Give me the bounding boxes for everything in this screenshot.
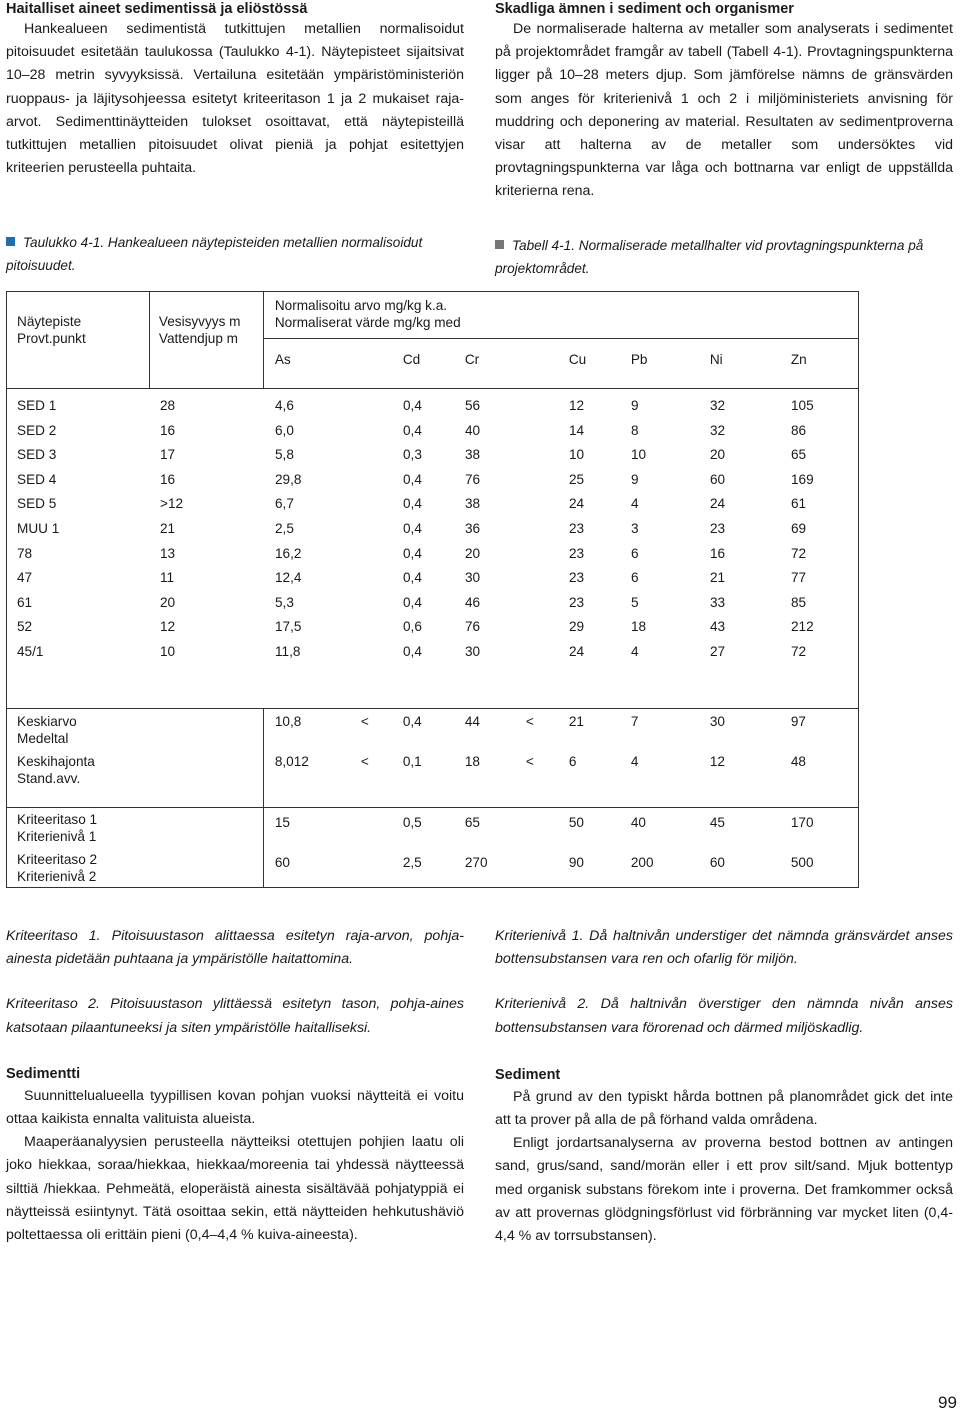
k2-value: 60 (709, 855, 725, 870)
mean-value: < (360, 714, 369, 729)
header-point-fi: Näytepiste (17, 314, 82, 329)
table-cell: 20 (465, 545, 481, 561)
mean-label-fi: Keskiarvo (17, 714, 77, 729)
table-cell: 9 (631, 398, 639, 413)
criteria-values (263, 808, 858, 888)
right-sediment-p2: Enligt jordartsanalyserna av proverna bestod bottnen av antingen sand, grus/sand, sand/morän eller i ett prov silt/sand. Mjuk bottentyp med organisk substans förekom inte i proverna. Det framkommer också av att provernas glödgningsförlust vid förbränning var mycket liten (0,4-4,4 % av torrsubstansen). (495, 1135, 953, 1245)
table-cell: 86 (791, 422, 807, 438)
right-column-bottom (495, 925, 953, 1248)
k2-values-row (264, 854, 860, 872)
table-cell: 30 (465, 570, 481, 586)
table-cell: 38 (465, 447, 481, 463)
k1-label-sv: Kriterienivå 1 (17, 829, 97, 844)
header-point (7, 292, 150, 389)
sd-values-row (264, 753, 860, 771)
metal-header-pb: Pb (630, 352, 648, 367)
table-cell: 77 (791, 570, 807, 586)
table-row (7, 643, 860, 661)
sd-value: 18 (464, 754, 480, 769)
table-cell: 78 (17, 545, 33, 561)
table-cell: 38 (465, 496, 481, 512)
page-number: 99 (938, 1393, 957, 1412)
table-cell: 23 (710, 521, 726, 536)
header-depth-sv: Vattendjup m (158, 331, 238, 346)
metals-table (6, 291, 859, 888)
metal-header-cu: Cu (568, 352, 587, 367)
table-cell: 61 (17, 594, 33, 610)
table-cell: 3 (631, 521, 639, 536)
table-cell: 11,8 (275, 644, 301, 659)
table-cell: 0,4 (403, 644, 422, 659)
table-cell: 5,3 (275, 594, 294, 610)
table-cell: 10 (569, 447, 585, 463)
table-cell: 18 (631, 619, 647, 635)
table-cell: 27 (710, 644, 726, 659)
mean-value: < (525, 714, 534, 729)
table-cell: SED 1 (17, 398, 57, 413)
table-cell: 25 (569, 471, 585, 487)
sd-value: 4 (630, 754, 639, 769)
mean-value: 10,8 (274, 714, 302, 729)
k1-value: 40 (630, 815, 646, 830)
metal-header-zn: Zn (790, 352, 807, 367)
table-cell: 76 (465, 619, 481, 635)
table-cell: 16 (160, 471, 176, 487)
metal-header-ni: Ni (709, 352, 723, 367)
table-cell: 23 (569, 521, 585, 536)
table-cell: 17,5 (275, 619, 302, 635)
k2-value: 60 (274, 855, 290, 870)
right-sediment-heading: Sediment (495, 1066, 561, 1083)
table-cell: >12 (160, 496, 184, 512)
table-cell: 6 (631, 570, 639, 586)
table-cell: 0,4 (403, 398, 422, 413)
table-cell: 0,3 (403, 447, 422, 463)
table-cell: 169 (791, 471, 814, 487)
table-cell: 29 (569, 619, 585, 635)
k2-value: 270 (464, 855, 488, 870)
k1-value: 65 (464, 815, 480, 830)
table-cell: 65 (791, 447, 807, 463)
header-normalized (263, 292, 858, 389)
table-cell: 32 (710, 398, 726, 413)
table-cell: 2,5 (275, 521, 294, 536)
left-table-caption (6, 231, 464, 277)
table-cell: 21 (160, 521, 176, 536)
table-cell: 12 (160, 619, 176, 635)
table-cell: 17 (160, 447, 176, 463)
mean-value: 7 (630, 714, 639, 729)
table-row (7, 471, 860, 489)
table-cell: 60 (710, 471, 726, 487)
table-cell: 5 (631, 594, 639, 610)
table-row (7, 545, 860, 563)
left-heading: Haitalliset aineet sedimentissä ja eliöstössä (6, 1, 308, 17)
table-cell: 24 (569, 496, 585, 512)
stats-labels (7, 709, 264, 808)
table-row (7, 446, 860, 464)
table-cell: 32 (710, 422, 726, 438)
left-sediment-p1: Suunnittelualueella tyypillisen kovan pohjan vuoksi näytteitä ei voitu ottaa kaikista ennalta valituista alueista. (6, 1087, 464, 1128)
table-row (7, 495, 860, 513)
table-cell: 9 (631, 471, 639, 487)
table-cell: 0,4 (403, 521, 422, 536)
k1-value: 170 (790, 815, 814, 830)
sd-value: 6 (568, 754, 577, 769)
table-cell: SED 5 (17, 496, 57, 512)
right-caption-text: Tabell 4-1. Normaliserade metallhalter vid provtagningspunkterna på projektområdet. (495, 238, 924, 276)
table-cell: 0,4 (403, 471, 422, 487)
k1-value: 45 (709, 815, 725, 830)
table-cell: 16 (160, 422, 176, 438)
table-row (7, 594, 860, 612)
table-cell: 20 (160, 594, 176, 610)
table-cell: 33 (710, 594, 726, 610)
metal-header-row (264, 351, 860, 369)
k1-value: 15 (274, 815, 290, 830)
table-cell: 69 (791, 521, 807, 536)
sd-value: 8,012 (274, 754, 309, 769)
table-cell: 23 (569, 545, 585, 561)
left-column-bottom (6, 925, 464, 1247)
left-sediment-heading: Sedimentti (6, 1065, 81, 1082)
table-cell: 43 (710, 619, 726, 635)
right-column-top (495, 0, 953, 204)
table-cell: 8 (631, 422, 639, 438)
table-cell: 24 (710, 496, 726, 512)
table-cell: 212 (791, 619, 814, 635)
stats-values (263, 709, 858, 808)
k2-label-fi: Kriteeritaso 2 (17, 852, 98, 867)
table-cell: 40 (465, 422, 481, 438)
table-cell: 4 (631, 644, 639, 659)
table-cell: 72 (791, 644, 807, 659)
table-row (7, 618, 860, 636)
left-paragraph: Hankealueen sedimentistä tutkittujen metallien normalisoidut pitoisuudet esitetään taulukossa (Taulukko 4-1). Näytepisteet sijaitsivat 10–28 metrin syvyyksissä. Vertailuna esitetään ympäristöministeriön ruoppaus- ja läjitysohjeessa esitetyt kriteeritason 1 ja 2 mukaiset raja-arvot. Sedimenttinäytteiden tulokset osoittavat, että näytepisteillä tutkittujen metallien pitoisuudet olivat pieniä ja pohjat esitettyjen kriteerien perusteella puhtaita. (6, 21, 464, 177)
table-cell: 21 (710, 570, 726, 586)
table-cell: 12 (569, 398, 585, 413)
sd-value: < (360, 754, 369, 769)
k1-value: 50 (568, 815, 584, 830)
table-cell: 6,0 (275, 422, 294, 438)
table-cell: 16 (710, 545, 726, 561)
sd-value: 48 (790, 754, 806, 769)
sd-label-fi: Keskihajonta (17, 754, 95, 769)
header-norm-fi: Normalisoitu arvo mg/kg k.a. (274, 298, 448, 313)
table-cell: 105 (791, 398, 814, 413)
table-cell: 6 (631, 545, 639, 561)
left-note-1: Kriteeritaso 1. Pitoisuustason alittaessa esitetyn raja-arvon, pohja-ainesta pidetään puhtaana ja ympäristölle haitattomina. (6, 928, 464, 968)
k1-value: 0,5 (402, 815, 422, 830)
table-cell: 23 (569, 594, 585, 610)
mean-label-sv: Medeltal (17, 731, 69, 746)
table-cell: 0,4 (403, 422, 422, 438)
table-cell: 61 (791, 496, 807, 512)
criteria-labels (7, 808, 264, 888)
mean-value: 97 (790, 714, 806, 729)
mean-values-row (264, 713, 860, 731)
table-cell: 13 (160, 545, 176, 561)
metal-header-as: As (274, 352, 291, 367)
table-cell: 56 (465, 398, 481, 413)
table-cell: 5,8 (275, 447, 294, 463)
table-cell: 6,7 (275, 496, 294, 512)
table-row (7, 422, 860, 440)
table-cell: 0,4 (403, 496, 422, 512)
left-column-top (6, 0, 464, 180)
k1-label-fi: Kriteeritaso 1 (17, 812, 98, 827)
table-cell: 46 (465, 594, 481, 610)
table-cell: 4,6 (275, 398, 294, 413)
table-cell: 29,8 (275, 471, 302, 487)
table-cell: MUU 1 (17, 521, 60, 536)
table-cell: SED 4 (17, 471, 57, 487)
header-depth-fi: Vesisyvyys m (158, 314, 241, 329)
table-cell: 4 (631, 496, 639, 512)
k2-value: 500 (790, 855, 814, 870)
right-sediment-p1: På grund av den typiskt hårda bottnen på planområdet gick det inte att ta prover på alla de på förhand valda områdena. (495, 1088, 953, 1129)
table-cell: 12,4 (275, 570, 302, 586)
header-norm-sv: Normaliserat värde mg/kg med (274, 315, 461, 330)
table-cell: 0,4 (403, 545, 422, 561)
right-paragraph: De normaliserade halterna av metaller som analyserats i sedimentet på projektområdet framgår av tabell (Tabell 4-1). Provtagningspunkterna ligger på 10–28 meters djup. Som jämförelse nämns de gränsvärden som anges för kriterienivå 1 och 2 i miljöministeriets anvisning för muddring och deponering av material. Resultaten av sedimentproverna visar att halterna av de metaller som undersöktes vid provtagningspunkterna var låga och bottnarna var enligt de uppställda kriterierna rena. (495, 21, 953, 200)
right-note-1: Kriterienivå 1. Då haltnivån understiger det nämnda gränsvärdet anses bottensubstansen vara ren och ofarlig för miljön. (495, 928, 953, 968)
table-cell: SED 3 (17, 447, 57, 463)
table-cell: 20 (710, 447, 726, 463)
right-table-caption (495, 234, 953, 280)
k2-label-sv: Kriterienivå 2 (17, 869, 97, 884)
metal-header-cr: Cr (464, 352, 480, 367)
mean-value: 21 (568, 714, 584, 729)
table-cell: 28 (160, 398, 176, 413)
table-cell: 30 (465, 644, 481, 659)
caption-bullet-icon (495, 240, 504, 249)
metal-header-cd: Cd (402, 352, 421, 367)
table-row (7, 397, 860, 415)
mean-value: 30 (709, 714, 725, 729)
table-cell: 10 (160, 644, 176, 659)
mean-value: 44 (464, 714, 480, 729)
table-cell: 23 (569, 570, 585, 586)
left-note-2: Kriteeritaso 2. Pitoisuustason ylittäessä esitetyn tason, pohja-aines katsotaan pilaantuneeksi ja siten ympäristölle haitalliseksi. (6, 996, 464, 1036)
left-sediment-p2: Maaperäanalyysien perusteella näytteiksi otettujen pohjien laatu oli joko hiekkaa, soraa/hiekkaa, hiekkaa/moreenia tai yhdessä näytteessä silttiä /hiekkaa. Pehmeätä, eloperäistä ainesta sisältävää pohjatyppiä ei näytteissä esiintynyt. Tätä osoittaa sekin, että näytteiden hehkutushäviö poltettaessa oli erittäin pieni (0,4–4,4 % kuiva-aineesta). (6, 1134, 464, 1244)
table-cell: 72 (791, 545, 807, 561)
header-depth (149, 292, 263, 389)
k2-value: 200 (630, 855, 654, 870)
k2-value: 2,5 (402, 855, 422, 870)
left-caption-text: Taulukko 4-1. Hankealueen näytepisteiden metallien normalisoidut pitoisuudet. (6, 235, 423, 273)
table-cell: 0,4 (403, 570, 422, 586)
table-row (7, 569, 860, 587)
sd-value: 12 (709, 754, 725, 769)
table-row (7, 520, 860, 538)
table-cell: 45/1 (17, 644, 44, 659)
table-cell: 0,4 (403, 594, 422, 610)
table-cell: 47 (17, 570, 33, 586)
table-cell: 11 (160, 570, 175, 586)
caption-bullet-icon (6, 237, 15, 246)
right-note-2: Kriterienivå 2. Då haltnivån överstiger den nämnda nivån anses bottensubstansen vara förorenad och därmed miljöskadlig. (495, 996, 953, 1036)
table-cell: 14 (569, 422, 585, 438)
table-cell: 16,2 (275, 545, 302, 561)
table-cell: 52 (17, 619, 33, 635)
table-cell: 85 (791, 594, 807, 610)
header-point-sv: Provt.punkt (17, 331, 86, 346)
right-heading: Skadliga ämnen i sediment och organismer (495, 1, 794, 17)
sd-value: 0,1 (402, 754, 422, 769)
table-cell: 0,6 (403, 619, 422, 635)
table-cell: 24 (569, 644, 585, 659)
k1-values-row (264, 814, 860, 832)
mean-value: 0,4 (402, 714, 422, 729)
table-cell: 76 (465, 471, 481, 487)
data-body (7, 389, 859, 709)
sd-value: < (525, 754, 534, 769)
sd-label-sv: Stand.avv. (17, 771, 81, 786)
table-cell: SED 2 (17, 422, 57, 438)
table-cell: 10 (631, 447, 647, 463)
table-cell: 36 (465, 521, 481, 536)
k2-value: 90 (568, 855, 584, 870)
